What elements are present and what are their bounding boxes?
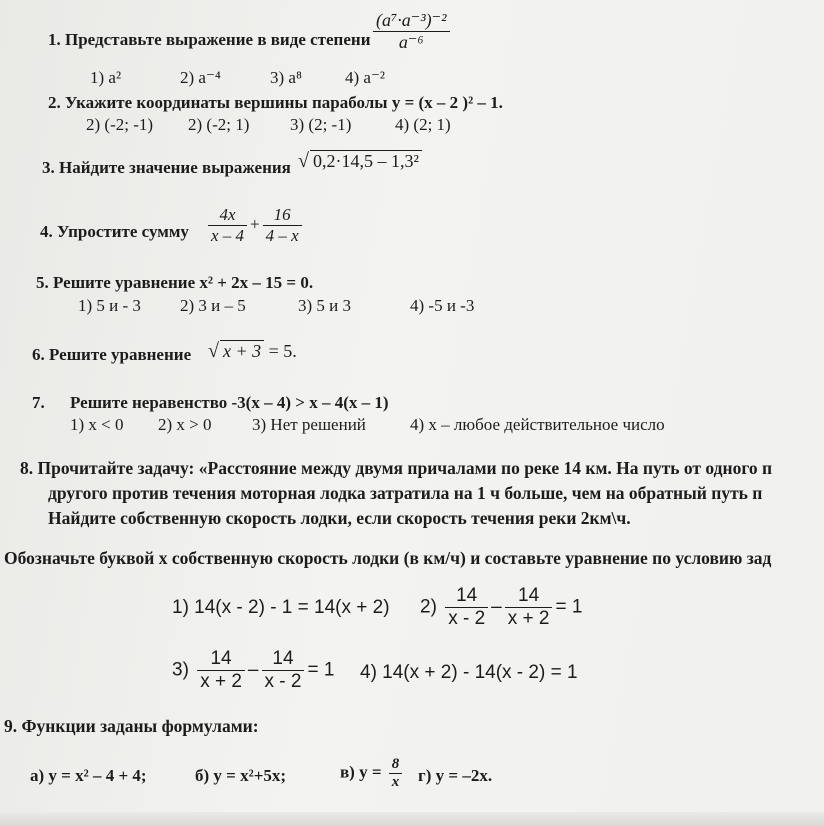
- q3-number: 3.: [42, 158, 55, 177]
- q5-option-1: 1) 5 и - 3: [78, 296, 141, 315]
- q8-line2: другого против течения моторная лодка затратила на 1 ч больше, чем на обратный путь п: [48, 483, 763, 503]
- q8-row: [20, 458, 772, 479]
- q2-option-2: 2) (-2; 1): [188, 115, 250, 134]
- q8-opt2-f2-num: 14: [505, 585, 553, 608]
- q5-row: [36, 273, 313, 293]
- q1-number: 1.: [48, 30, 61, 49]
- q7-number: 7.: [32, 393, 45, 412]
- q7-option-2: 2) x > 0: [158, 415, 212, 434]
- q3-row: [42, 158, 291, 178]
- q9-b: б) y = x²+5x;: [195, 766, 287, 785]
- q2-text: Укажите координаты вершины параболы y = (x – 2 )² – 1.: [65, 93, 503, 112]
- q8-instruction: Обозначьте буквой x собственную скорость лодки (в км/ч) и составьте уравнение по условию зад: [4, 548, 772, 568]
- q8-opt2-f2-den: x + 2: [507, 608, 550, 629]
- q2-option-4: 4) (2; 1): [395, 115, 451, 134]
- q4-expression: [205, 205, 305, 246]
- q8-opt3-f1-num: 14: [197, 648, 245, 671]
- q2-row: [48, 93, 503, 113]
- q9-c-den: x: [391, 774, 400, 790]
- q8-number: 8.: [20, 458, 34, 478]
- q4-row: [40, 222, 189, 242]
- q4-f1-denominator: x – 4: [211, 226, 245, 245]
- q2-option-1: 2) (-2; -1): [86, 115, 154, 134]
- q7-option-4: 4) x – любое действительное число: [410, 415, 665, 434]
- q6-rest: = 5.: [268, 341, 297, 361]
- q4-plus: +: [250, 214, 260, 234]
- q1-frac-numerator: (a⁷·a⁻³)⁻²: [373, 10, 450, 32]
- q8-opt3-f1-den: x + 2: [200, 671, 242, 692]
- q9-c: [340, 756, 405, 791]
- q3-text: Найдите значение выражения: [59, 158, 291, 177]
- q8-line3: Найдите собственную скорость лодки, если скорость течения реки 2км\ч.: [48, 508, 631, 528]
- q3-root: [298, 150, 422, 173]
- q8-opt3-f2-num: 14: [262, 648, 305, 671]
- q8-opt3-rest: = 1: [307, 659, 335, 681]
- q4-text: Упростите сумму: [57, 222, 189, 241]
- q1-row: [48, 30, 371, 50]
- q8-opt2-f1-num: 14: [445, 585, 488, 608]
- q1-text: Представьте выражение в виде степени: [65, 30, 371, 49]
- q3-radicand: 0,2·14,5 – 1,3²: [310, 150, 422, 172]
- q6-radicand: x + 3: [220, 340, 264, 362]
- q1-option-4: 4) a⁻²: [345, 68, 386, 87]
- sqrt-sign-icon: √: [208, 340, 219, 362]
- q7-option-1: 1) x < 0: [70, 415, 124, 434]
- q6-equation: [208, 340, 297, 363]
- q8-option-3: [172, 648, 334, 693]
- q8-option-2-label: 2): [420, 596, 437, 618]
- q8-option-1: 1) 14(x - 2) - 1 = 14(x + 2): [172, 597, 390, 618]
- q6-text: Решите уравнение: [49, 345, 192, 364]
- q8-line1: Прочитайте задачу: «Расстояние между двумя причалами по реке 14 км. На путь от одного п: [37, 458, 773, 478]
- q6-number: 6.: [32, 345, 45, 364]
- q1-option-3: 3) a⁸: [270, 68, 302, 87]
- q5-option-2: 2) 3 и – 5: [180, 296, 246, 315]
- q4-f2-denominator: 4 – x: [265, 226, 299, 245]
- q8-option-2: [420, 585, 582, 630]
- q5-text: Решите уравнение x² + 2x – 15 = 0.: [53, 273, 314, 292]
- q8-opt2-f1-den: x - 2: [448, 608, 486, 629]
- q7-option-3: 3) Нет решений: [252, 415, 366, 434]
- q4-f2-numerator: 16: [263, 205, 302, 226]
- q8-opt3-f2-den: x - 2: [264, 671, 302, 692]
- q9-d: г) y = –2x.: [418, 766, 493, 785]
- q5-number: 5.: [36, 273, 49, 292]
- q8-opt3-minus: –: [247, 659, 259, 681]
- q8-option-4: 4) 14(x + 2) - 14(x - 2) = 1: [360, 662, 578, 683]
- q5-option-4: 4) -5 и -3: [410, 296, 475, 315]
- q5-option-3: 3) 5 и 3: [298, 296, 352, 315]
- q9-a: а) y = x² – 4 + 4;: [30, 766, 147, 785]
- q6-row: [32, 345, 191, 365]
- q2-number: 2.: [48, 93, 61, 112]
- sqrt-sign-icon: √: [298, 150, 309, 172]
- q1-frac-denominator: a⁻⁶: [398, 32, 424, 52]
- q2-option-3: 3) (2; -1): [290, 115, 352, 134]
- q7-text: Решите неравенство -3(x – 4) > x – 4(x – 1): [70, 393, 389, 412]
- q9-c-label: в) y =: [340, 762, 382, 782]
- q1-option-1: 1) a²: [90, 68, 122, 87]
- q8-option-3-label: 3): [172, 659, 189, 681]
- q8-opt2-minus: –: [491, 596, 502, 618]
- q4-number: 4.: [40, 222, 53, 241]
- page-bottom-edge: [0, 812, 824, 826]
- q4-f1-numerator: 4x: [208, 205, 247, 226]
- q9-c-num: 8: [389, 756, 403, 774]
- q9-title: 9. Функции заданы формулами:: [4, 716, 259, 736]
- q1-fraction: [370, 10, 453, 53]
- q8-opt2-rest: = 1: [555, 596, 583, 618]
- q1-option-2: 2) a⁻⁴: [180, 68, 221, 87]
